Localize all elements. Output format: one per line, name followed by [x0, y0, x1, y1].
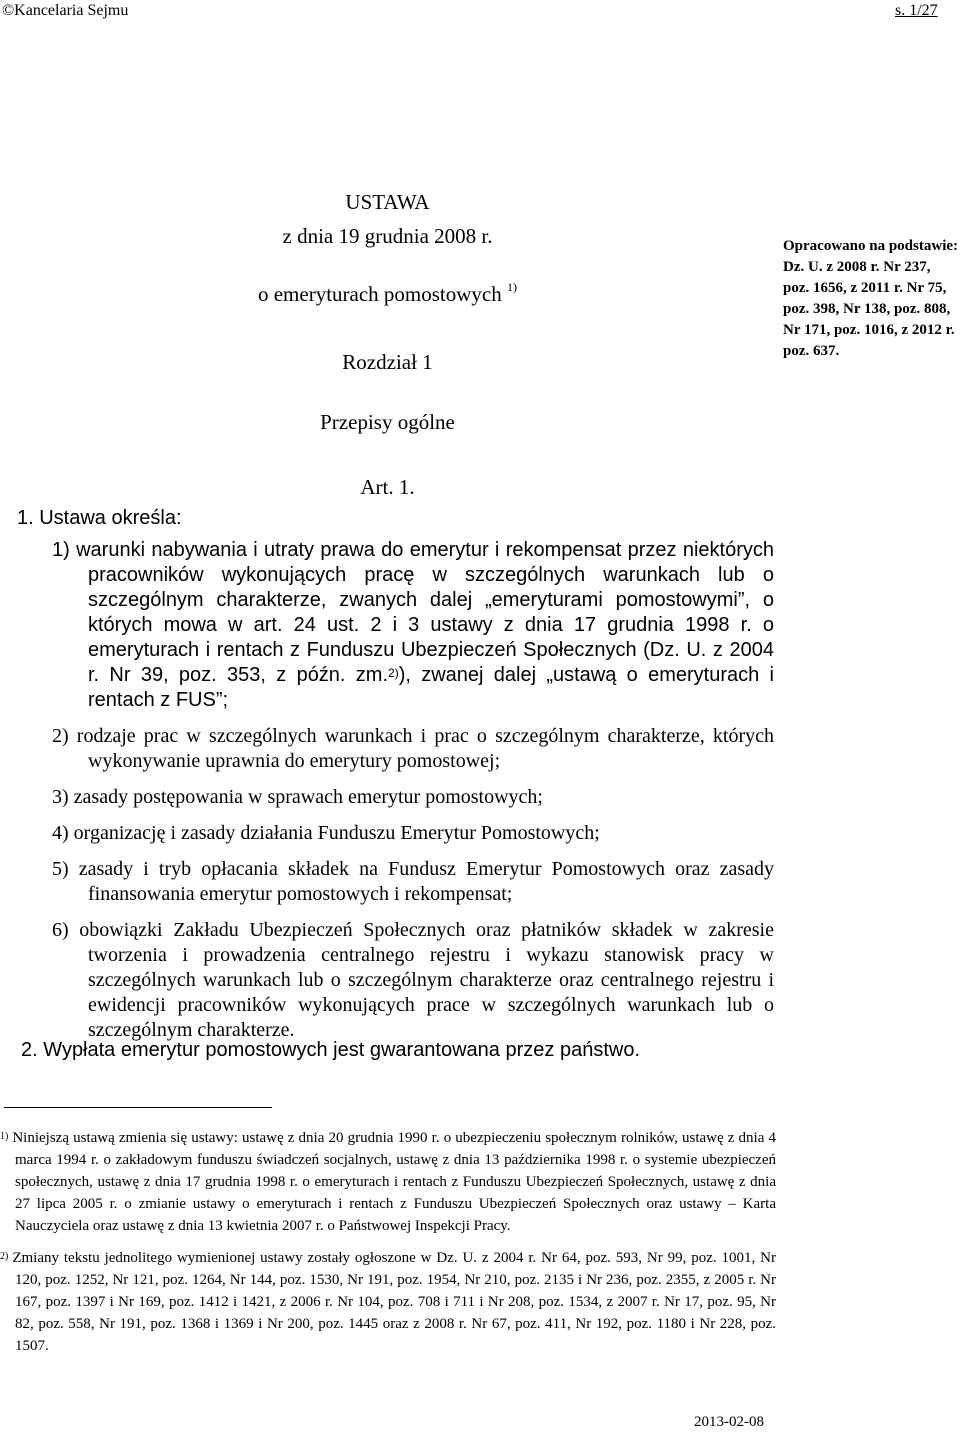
footnote	[0, 1247, 776, 1357]
list-item: 6) obowiązki Zakładu Ubezpieczeń Społecznych oraz płatników składek w zakresie tworzenia i prowadzenia centralnego rejestru i wykazu stanowisk pracy w szczególnych warunkach lub o szczególnym charakterze oraz centralnego rejestru i ewidencji pracowników wykonujących prace w szczególnych warunkach lub o szczególnym charakterze.	[52, 919, 774, 1041]
footnote-text: Zmiany tekstu jednolitego wymienionej ustawy zostały ogłoszone w Dz. U. z 2004 r. Nr 64, poz. 593, Nr 99, poz. 1001, Nr 120, poz. 1252, Nr 121, poz. 1264, Nr 144, poz. 1530, Nr 191, poz. 1954, Nr 210, poz. 2135 i Nr 236, poz. 2355, z 2005 r. Nr 167, poz. 1397 i Nr 169, poz. 1412 i 1421, z 2006 r. Nr 104, poz. 708 i 711 i Nr 208, poz. 1534, z 2007 r. Nr 17, poz. 95, Nr 82, poz. 558, Nr 191, poz. 1368 i 1369 i Nr 200, poz. 1445 oraz z 2008 r. Nr 67, poz. 411, Nr 192, poz. 1180 i Nr 228, poz. 1507.	[12, 1250, 776, 1354]
article-heading: Art. 1.	[360, 475, 415, 499]
publisher-label: ©Kancelaria Sejmu	[2, 2, 129, 19]
footnote-text: Niniejszą ustawą zmienia się ustawy: ustawę z dnia 20 grudnia 1990 r. o ubezpieczeniu społecznym rolników, ustawę z dnia 4 marca 1994 r. o zakładowym funduszu świadczeń socjalnych, ustawę z dnia 13 października 1998 r. o systemie ubezpieczeń społecznych, ustawę z dnia 17 grudnia 1998 r. o emeryturach i rentach z Funduszu Ubezpieczeń Społecznych, ustawę z dnia 27 lipca 2005 r. o zmianie ustawy o emeryturach i rentach z Funduszu Ubezpieczeń Społecznych oraz ustawy – Karta Nauczyciela oraz ustawę z dnia 13 kwietnia 2007 r. o Państwowej Inspekcji Pracy.	[12, 1130, 776, 1234]
list-item: 5) zasady i tryb opłacania składek na Fundusz Emerytur Pomostowych oraz zasady finansowania emerytur pomostowych i rekompensat;	[52, 858, 774, 905]
act-date: z dnia 19 grudnia 2008 r.	[282, 224, 493, 248]
list-item: 3) zasady postępowania w sprawach emerytur pomostowych;	[52, 786, 543, 808]
chapter-number: Rozdział 1	[342, 350, 433, 374]
article-paragraph-1: 1. Ustawa określa:	[17, 507, 182, 529]
article-paragraph-2: 2. Wypłata emerytur pomostowych jest gwarantowana przez państwo.	[21, 1039, 640, 1061]
act-kind: USTAWA	[345, 190, 430, 214]
chapter-title: Przepisy ogólne	[320, 410, 455, 434]
list-item: 2) rodzaje prac w szczególnych warunkach i prac o szczególnym charakterze, których wykonywanie uprawnia do emerytury pomostowej;	[52, 725, 774, 772]
item-1-text: 1) warunki nabywania i utraty prawa do emerytur i rekompensat przez niektórych pracowników wykonujących pracę w szczególnych warunkach lub o szczególnym charakterze, zwanych dalej „emeryturami pomostowymi”, o których mowa w art. 24 ust. 2 i 3 ustawy z dnia 17 grudnia 1998 r. o emeryturach i rentach z Funduszu Ubezpieczeń Społecznych (Dz. U. z 2004 r. Nr 39, poz. 353, z późn. zm.	[52, 539, 774, 686]
article-item-list	[52, 538, 774, 1054]
list-item: 4) organizację i zasady działania Funduszu Emerytur Pomostowych;	[52, 822, 600, 844]
act-subject-text: o emeryturach pomostowych	[257, 282, 502, 306]
footnote	[0, 1127, 776, 1237]
footnote-ref-1[interactable]: 1)	[507, 280, 518, 294]
footnotes	[0, 1127, 776, 1367]
footnote-ref-2[interactable]: 2)	[388, 666, 399, 680]
item-1-text-end: ), zwanej dalej „ustawą o emeryturach i rentach z FUS”;	[88, 664, 774, 711]
source-note: Opracowano na podstawie: Dz. U. z 2008 r. Nr 237, poz. 1656, z 2011 r. Nr 75, poz. 398, Nr 138, poz. 808, Nr 171, poz. 1016, z 2012 r. poz. 637.	[783, 238, 959, 359]
document-date: 2013-02-08	[694, 1414, 764, 1430]
footnote-mark: 1)	[0, 1131, 9, 1142]
act-subject	[0, 282, 775, 307]
list-item	[52, 538, 774, 713]
footnote-separator	[4, 1107, 272, 1108]
footnote-mark: 2)	[0, 1251, 9, 1262]
page-number-link[interactable]: s. 1/27	[895, 2, 938, 19]
